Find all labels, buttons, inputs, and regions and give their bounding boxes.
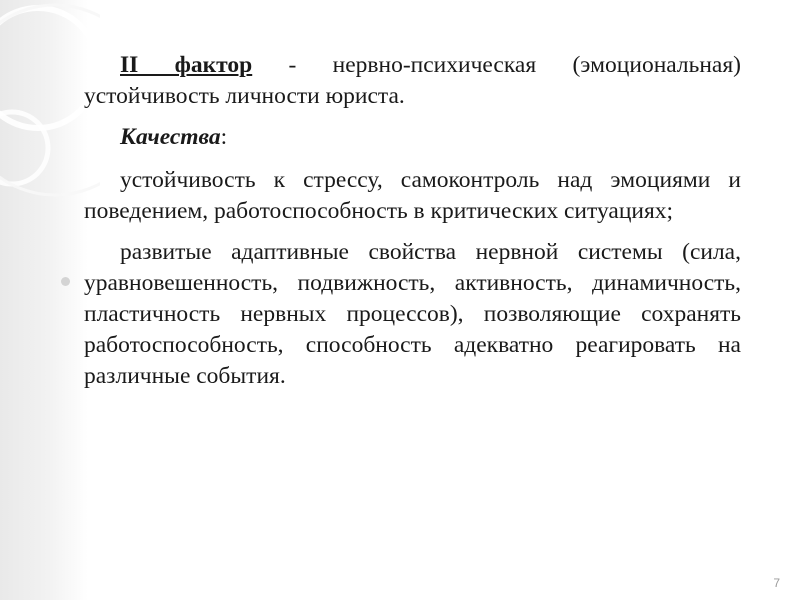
quality-2-paragraph: развитые адаптивные свойства нервной системы (сила, уравновешенность, подвижность, активность, динамичность, пластичность нервных процессов), позволяющие сохранять работоспособность, способность адекватно реагировать на различные события. <box>84 239 741 389</box>
slide-body <box>84 50 741 402</box>
qualities-label: Качества <box>120 124 221 150</box>
quality-1-paragraph: устойчивость к стрессу, самоконтроль над эмоциями и поведением, работоспособность в критических ситуациях; <box>84 167 741 224</box>
qualities-colon: : <box>220 124 228 150</box>
factor-paragraph <box>84 50 741 112</box>
factor-heading: II фактор <box>120 52 253 78</box>
bullet-dot-icon <box>61 277 70 286</box>
page-number: 7 <box>773 576 780 590</box>
factor-text: - нервно-психическая (эмоциональная) устойчивость личности юриста. <box>84 52 741 109</box>
qualities-paragraph <box>84 122 741 153</box>
